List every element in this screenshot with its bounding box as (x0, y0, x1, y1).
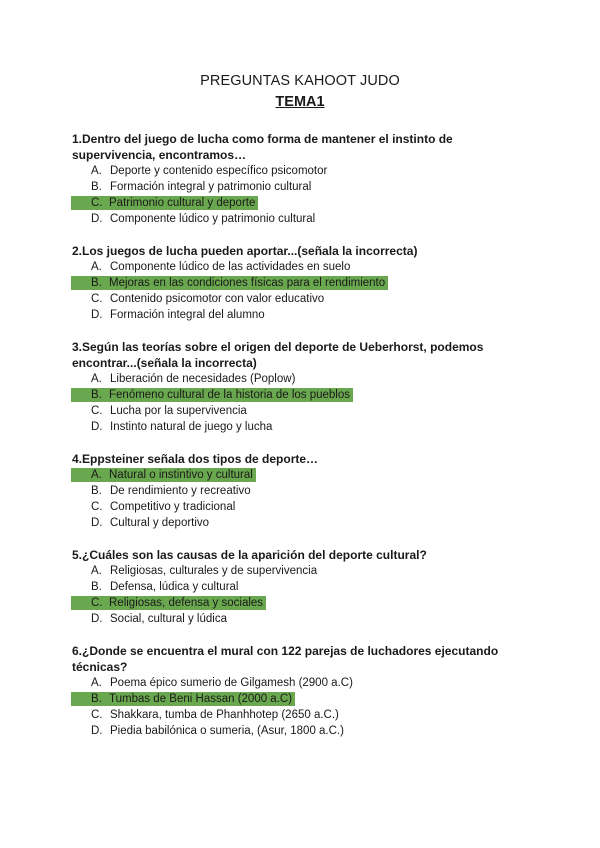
option-text: Contenido psicomotor con valor educativo (110, 293, 325, 305)
option-letter: D. (91, 421, 103, 433)
option-a (72, 563, 532, 579)
option-letter: B. (91, 277, 102, 289)
option-text: Componente lúdico y patrimonio cultural (110, 213, 316, 225)
option-text: Religiosas, culturales y de supervivencia (110, 565, 318, 577)
option-b (72, 483, 532, 499)
option-d (72, 419, 532, 435)
option-text: Religiosas, defensa y sociales (109, 597, 264, 609)
options-list (72, 467, 532, 531)
option-letter: B. (91, 485, 102, 497)
option-text: Formación integral y patrimonio cultural (110, 181, 312, 193)
question-text: 2.Los juegos de lucha pueden aportar...(señala la incorrecta) (72, 244, 418, 258)
option-letter: B. (91, 389, 102, 401)
option-text: Componente lúdico de las actividades en suelo (110, 261, 351, 273)
option-b (72, 179, 532, 195)
option-letter: C. (91, 501, 103, 513)
option-c (72, 291, 532, 307)
options-list (72, 163, 532, 227)
option-c-correct (72, 195, 532, 211)
option-a (72, 259, 532, 275)
options-list (72, 371, 532, 435)
option-letter: D. (91, 213, 103, 225)
option-letter: A. (91, 565, 102, 577)
option-letter: D. (91, 517, 103, 529)
option-d (72, 611, 532, 627)
option-text: De rendimiento y recreativo (110, 485, 251, 497)
option-c (72, 707, 532, 723)
question-text: 4.Eppsteiner señala dos tipos de deporte… (72, 452, 319, 466)
option-text: Patrimonio cultural y deporte (109, 197, 256, 209)
option-b (72, 579, 532, 595)
options-list (72, 563, 532, 627)
correct-highlight (71, 596, 266, 610)
correct-highlight (71, 196, 258, 210)
option-b-correct (72, 691, 532, 707)
option-letter: A. (91, 469, 102, 481)
option-a-correct (72, 467, 532, 483)
correct-highlight (71, 692, 295, 706)
option-d (72, 723, 532, 739)
option-a (72, 371, 532, 387)
question-text: 3.Según las teorías sobre el origen del deporte de Ueberhorst, podemos encontrar...(señala la incorrecta) (72, 340, 484, 370)
question-text: 6.¿Donde se encuentra el mural con 122 parejas de luchadores ejecutando técnicas? (72, 644, 499, 674)
question-1 (72, 131, 532, 227)
option-letter: C. (91, 197, 103, 209)
option-a (72, 163, 532, 179)
option-text: Poema épico sumerio de Gilgamesh (2900 a.C) (110, 677, 353, 689)
option-letter: C. (91, 405, 103, 417)
option-text: Competitivo y tradicional (110, 501, 236, 513)
option-letter: A. (91, 165, 102, 177)
option-letter: A. (91, 373, 102, 385)
option-text: Defensa, lúdica y cultural (110, 581, 239, 593)
option-text: Liberación de necesidades (Poplow) (110, 373, 296, 385)
options-list (72, 675, 532, 739)
option-text: Piedia babilónica o sumeria, (Asur, 1800 a.C.) (110, 725, 344, 737)
option-a (72, 675, 532, 691)
option-letter: A. (91, 261, 102, 273)
option-letter: B. (91, 581, 102, 593)
document-title: PREGUNTAS KAHOOT JUDO (200, 73, 400, 89)
option-letter: D. (91, 309, 103, 321)
option-text: Natural o instintivo y cultural (109, 469, 253, 481)
question-list (72, 131, 532, 755)
option-letter: A. (91, 677, 102, 689)
option-text: Fenómeno cultural de la historia de los pueblos (109, 389, 351, 401)
option-b-correct (72, 387, 532, 403)
option-b-correct (72, 275, 532, 291)
option-letter: B. (91, 181, 102, 193)
options-list (72, 259, 532, 323)
option-c-correct (72, 595, 532, 611)
document-subtitle (0, 94, 600, 110)
option-letter: D. (91, 725, 103, 737)
option-d (72, 307, 532, 323)
option-text: Shakkara, tumba de Phanhhotep (2650 a.C.) (110, 709, 339, 721)
question-5 (72, 547, 532, 627)
option-letter: C. (91, 709, 103, 721)
option-text: Lucha por la supervivencia (110, 405, 247, 417)
question-2 (72, 243, 532, 323)
option-text: Cultural y deportivo (110, 517, 210, 529)
option-d (72, 515, 532, 531)
correct-highlight (71, 468, 256, 482)
option-letter: C. (91, 597, 103, 609)
option-letter: B. (91, 693, 102, 705)
option-text: Mejoras en las condiciones físicas para el rendimiento (109, 277, 386, 289)
correct-highlight (71, 388, 353, 402)
option-letter: D. (91, 613, 103, 625)
option-text: Tumbas de Beni Hassan (2000 a.C) (109, 693, 293, 705)
question-4 (72, 451, 532, 531)
correct-highlight (71, 276, 388, 290)
option-text: Deporte y contenido específico psicomotor (110, 165, 328, 177)
option-text: Instinto natural de juego y lucha (110, 421, 273, 433)
option-c (72, 403, 532, 419)
subtitle-text: TEMA1 (275, 94, 325, 110)
option-text: Social, cultural y lúdica (110, 613, 227, 625)
option-c (72, 499, 532, 515)
question-3 (72, 339, 532, 435)
question-text: 5.¿Cuáles son las causas de la aparición del deporte cultural? (72, 548, 427, 562)
option-d (72, 211, 532, 227)
question-text: 1.Dentro del juego de lucha como forma de mantener el instinto de supervivencia, encontramos… (72, 132, 453, 162)
option-letter: C. (91, 293, 103, 305)
option-text: Formación integral del alumno (110, 309, 265, 321)
question-6 (72, 643, 532, 739)
